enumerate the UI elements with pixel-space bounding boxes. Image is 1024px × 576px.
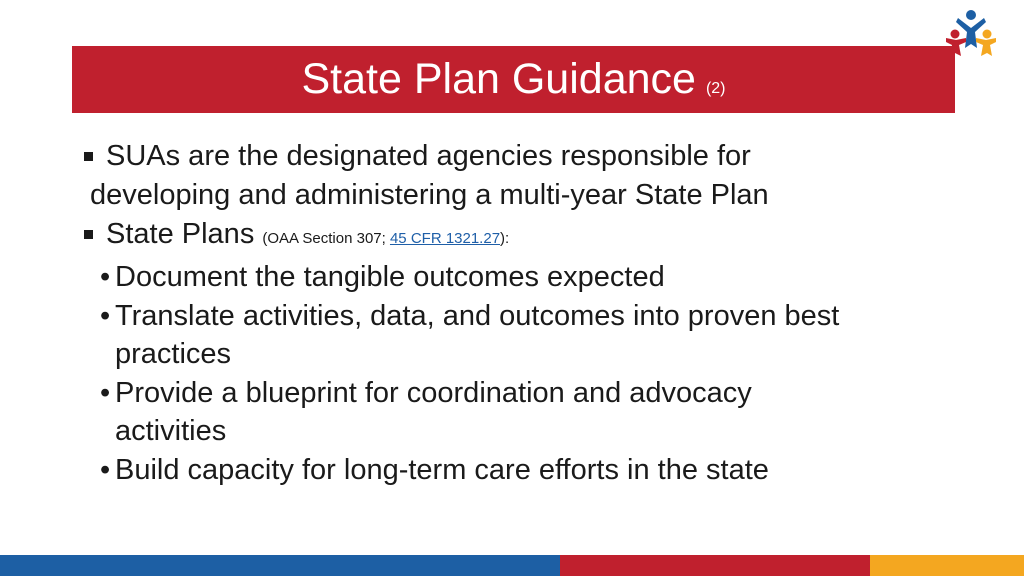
title-suffix: (2) bbox=[705, 80, 726, 97]
footer-orange-segment bbox=[870, 555, 1024, 576]
sub-bullet-item bbox=[82, 297, 982, 336]
bullet-item-continued bbox=[82, 176, 982, 215]
title-main: State Plan Guidance bbox=[301, 55, 696, 103]
title-bar bbox=[72, 46, 955, 113]
citation-suffix: ): bbox=[500, 230, 510, 247]
sub-bullet-item bbox=[82, 258, 982, 297]
cfr-link[interactable]: 45 CFR 1321.27 bbox=[389, 230, 501, 247]
bullet-item bbox=[82, 137, 982, 176]
sub-bullet-text: Build capacity for long-term care efforts in the state bbox=[115, 453, 769, 486]
square-bullet-icon bbox=[84, 230, 93, 239]
footer-color-bar bbox=[0, 555, 1024, 576]
dot-bullet-icon: • bbox=[100, 453, 111, 486]
dot-bullet-icon: • bbox=[100, 261, 111, 293]
sub-bullet-text: Provide a blueprint for coordination and advocacy bbox=[115, 376, 752, 409]
square-bullet-icon bbox=[84, 152, 93, 161]
sub-bullet-text: Document the tangible outcomes expected bbox=[115, 261, 665, 293]
sub-bullet-item-continued bbox=[82, 412, 982, 451]
sub-bullet-item bbox=[82, 451, 982, 490]
bullet-text: SUAs are the designated agencies responsible for bbox=[106, 140, 751, 172]
page-title bbox=[301, 55, 726, 103]
bullet-item bbox=[82, 215, 982, 258]
footer-red-segment bbox=[560, 555, 870, 576]
dot-bullet-icon: • bbox=[100, 376, 111, 409]
footer-blue-segment bbox=[0, 555, 560, 576]
bullet-text: State Plans bbox=[106, 218, 255, 250]
slide-content bbox=[82, 137, 982, 489]
dot-bullet-icon: • bbox=[100, 299, 111, 332]
citation-prefix: (OAA Section 307; bbox=[262, 230, 390, 247]
sub-bullet-text: practices bbox=[115, 338, 232, 370]
sub-bullet-item-continued bbox=[82, 335, 982, 374]
bullet-text: developing and administering a multi-year State Plan bbox=[90, 179, 769, 211]
sub-bullet-text: Translate activities, data, and outcomes into proven best bbox=[115, 299, 840, 332]
citation bbox=[262, 230, 509, 247]
sub-bullet-text: activities bbox=[115, 415, 227, 447]
sub-bullet-item bbox=[82, 374, 982, 413]
